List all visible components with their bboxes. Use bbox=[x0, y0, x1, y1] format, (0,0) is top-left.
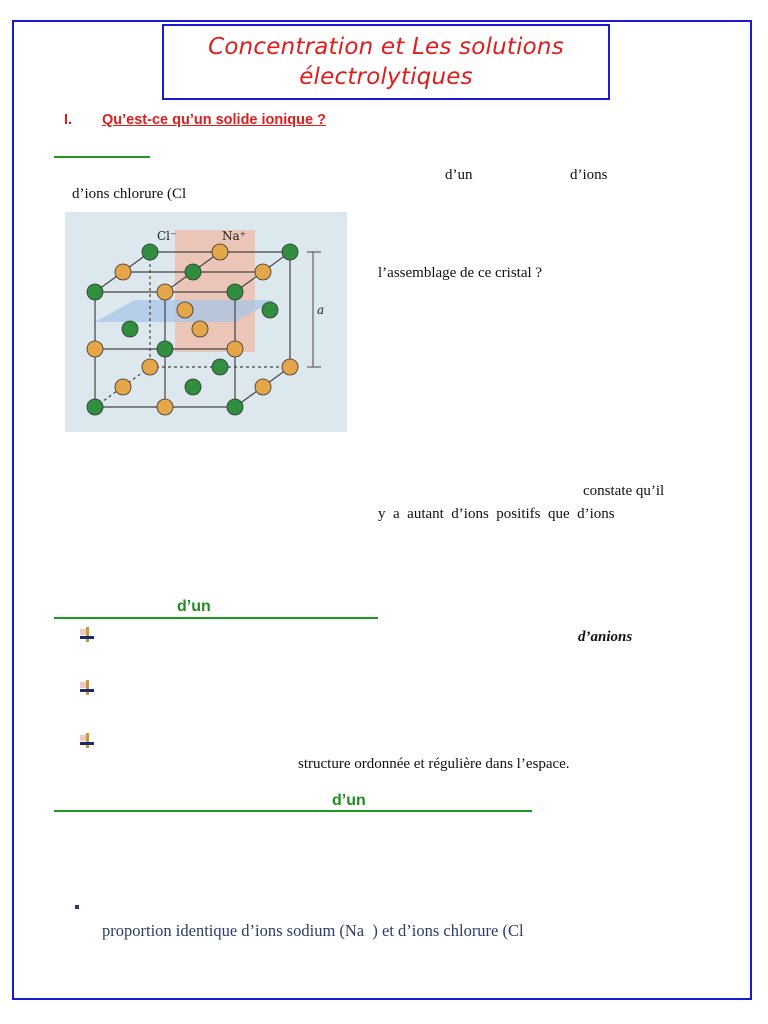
section-title: Qu’est-ce qu’un solide ionique ? bbox=[102, 112, 326, 128]
green-underline-3 bbox=[54, 810, 532, 812]
paragraph-line-chlorure: d’ions chlorure (Cl bbox=[72, 186, 187, 202]
heading-3-dun: d’un bbox=[332, 792, 366, 809]
title-box bbox=[162, 24, 610, 100]
structure-text: structure ordonnée et régulière dans l’espace. bbox=[298, 756, 570, 772]
title-line-2: électrolytiques bbox=[299, 64, 473, 90]
crystal-lattice-diagram bbox=[65, 212, 347, 432]
final-line: proportion identique d’ions sodium (Na ) et d’ions chlorure (Cl bbox=[102, 921, 524, 940]
green-underline-2 bbox=[54, 617, 378, 619]
label-a: a bbox=[317, 303, 325, 317]
bullet-1-text: d’anions bbox=[578, 629, 633, 645]
observation-line-2: y a autant d’ions positifs que d’ions bbox=[378, 506, 615, 522]
nacl-crystal-figure bbox=[65, 212, 347, 432]
label-cl: Cl⁻ bbox=[157, 229, 177, 243]
bullet-icon bbox=[80, 627, 96, 643]
word-dun: d’un bbox=[445, 167, 473, 183]
list-bullet-square bbox=[75, 905, 79, 909]
heading-2-dun: d’un bbox=[177, 598, 211, 615]
question-text: l’assemblage de ce cristal ? bbox=[378, 265, 543, 281]
word-dions: d’ions bbox=[570, 167, 608, 183]
observation-line-1: constate qu’il bbox=[583, 483, 665, 499]
section-heading bbox=[64, 112, 326, 128]
title-line-1: Concentration et Les solutions bbox=[208, 34, 564, 60]
section-number: I. bbox=[64, 112, 73, 128]
bullet-icon bbox=[80, 733, 96, 749]
green-underline-1 bbox=[54, 156, 150, 158]
label-na: Na⁺ bbox=[222, 229, 246, 243]
bullet-icon bbox=[80, 680, 96, 696]
